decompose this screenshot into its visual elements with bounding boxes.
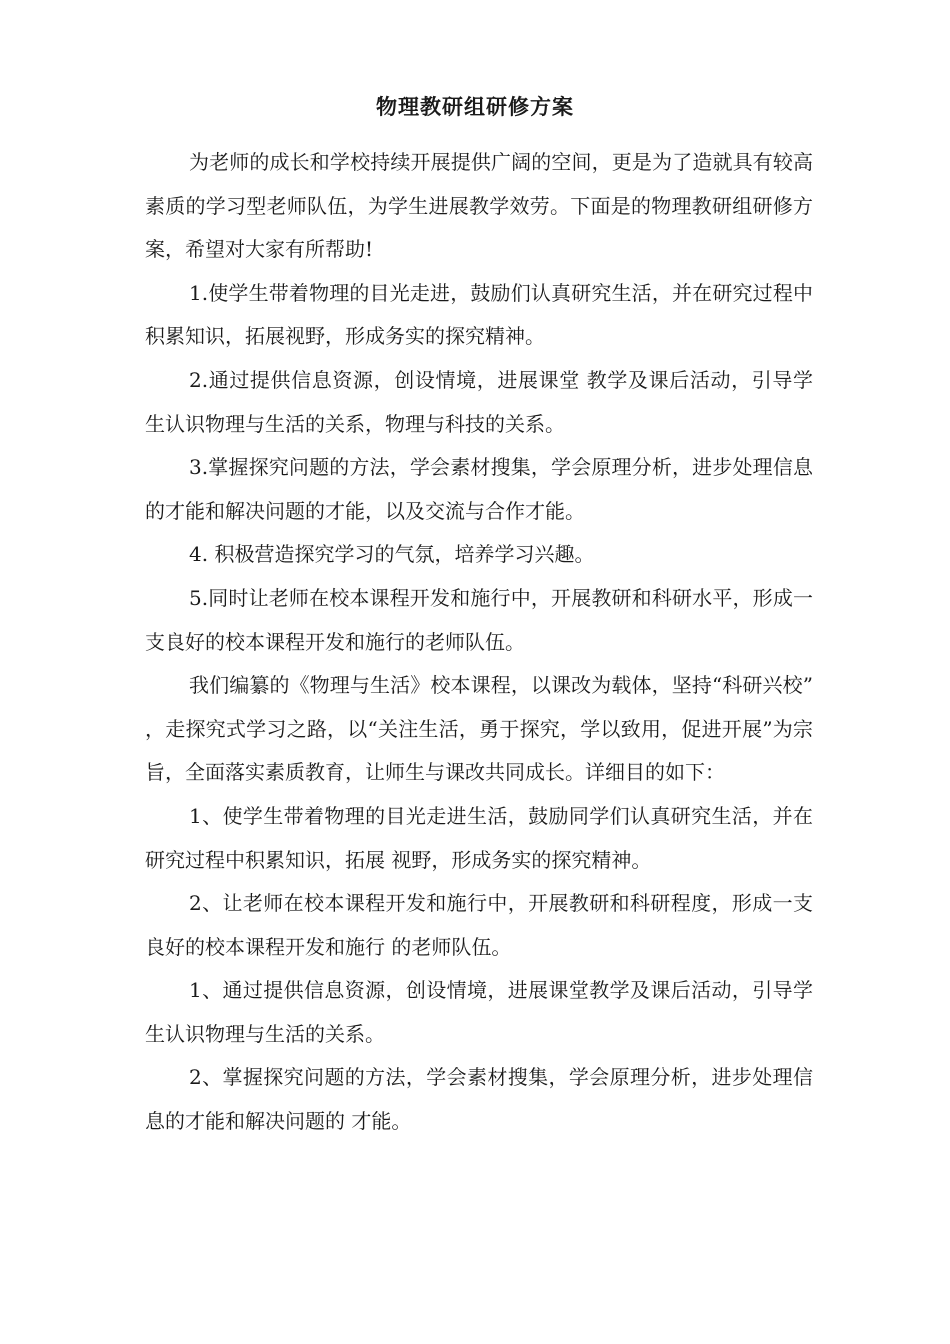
document-body	[145, 141, 813, 1144]
paragraph-goal-4: 2、掌握探究问题的方法，学会素材搜集，学会原理分析，进步处理信息的才能和解决问题的 才能。	[145, 1065, 813, 1134]
paragraph-curriculum: 我们编纂的《物理与生活》校本课程，以课改为载体，坚持“科研兴校” ，走探究式学习之路，以“关注生活，勇于探究，学以致用，促进开展”为宗旨，全面落实素质教育，让师生与课改共同成长。详细目的如下：	[145, 673, 813, 785]
paragraph-intro: 为老师的成长和学校持续开展提供广阔的空间，更是为了造就具有较高素质的学习型老师队伍，为学生进展教学效劳。下面是的物理教研组研修方案，希望对大家有所帮助!	[145, 150, 813, 262]
paragraph-goal-2: 2、让老师在校本课程开发和施行中，开展教研和科研程度，形成一支良好的校本课程开发和施行 的老师队伍。	[145, 891, 813, 959]
document-title: 物理教研组研修方案	[376, 95, 574, 119]
paragraph-item-1: 1.使学生带着物理的目光走进，鼓励们认真研究生活，并在研究过程中积累知识，拓展视野，形成务实的探究精神。	[145, 280, 813, 349]
paragraph-item-3: 3.掌握探究问题的方法，学会素材搜集，学会原理分析，进步处理信息的才能和解决问题的才能，以及交流与合作才能。	[145, 455, 813, 523]
paragraph-goal-1: 1、使学生带着物理的目光走进生活，鼓励同学们认真研究生活，并在研究过程中积累知识，拓展 视野，形成务实的探究精神。	[145, 803, 813, 872]
paragraph-item-2: 2.通过提供信息资源，创设情境，进展课堂 教学及课后活动，引导学生认识物理与生活的关系，物理与科技的关系。	[145, 367, 813, 436]
paragraph-goal-3: 1、通过提供信息资源，创设情境，进展课堂教学及课后活动，引导学生认识物理与生活的关系。	[145, 978, 813, 1046]
paragraph-item-5: 5.同时让老师在校本课程开发和施行中，开展教研和科研水平，形成一支良好的校本课程开发和施行的老师队伍。	[145, 585, 813, 654]
paragraph-item-4: 4. 积极营造探究学习的气氛，培养学习兴趣。	[189, 542, 595, 567]
